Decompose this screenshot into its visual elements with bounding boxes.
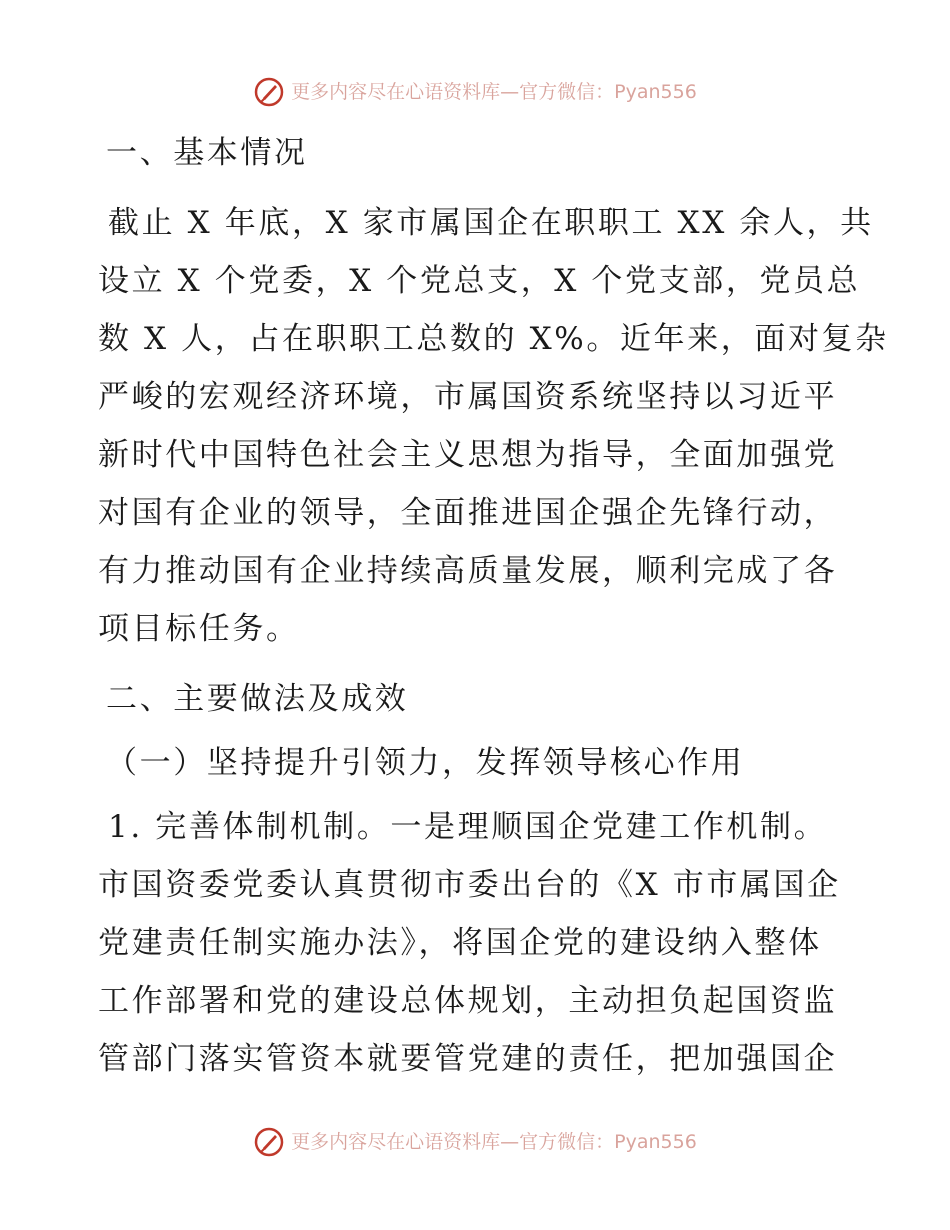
paragraph-line: 设立 X 个党委，X 个党总支，X 个党支部，党员总	[98, 263, 861, 299]
quill-logo-icon	[253, 76, 285, 108]
section-heading: 一、基本情况	[106, 135, 308, 171]
watermark-header	[0, 76, 950, 108]
paragraph-line: 党建责任制实施办法》，将国企党的建设纳入整体	[98, 925, 822, 961]
quill-logo-icon	[253, 1126, 285, 1158]
paragraph-line: 项目标任务。	[98, 611, 300, 647]
paragraph-line: 严峻的宏观经济环境，市属国资系统坚持以习近平	[98, 379, 838, 415]
paragraph-line: 对国有企业的领导，全面推进国企强企先锋行动，	[98, 495, 838, 531]
paragraph-line: 有力推动国有企业持续高质量发展，顺利完成了各	[98, 553, 838, 589]
paragraph-line: 新时代中国特色社会主义思想为指导，全面加强党	[98, 437, 838, 473]
paragraph-line: 市国资委党委认真贯彻市委出台的《X 市市属国企	[98, 867, 841, 903]
watermark-text: 更多内容尽在心语资料库—官方微信：Pyan556	[291, 80, 697, 103]
watermark-text: 更多内容尽在心语资料库—官方微信：Pyan556	[291, 1130, 697, 1153]
paragraph-line: 管部门落实管资本就要管党建的责任，把加强国企	[98, 1041, 838, 1077]
section-heading: 二、主要做法及成效	[106, 681, 409, 717]
document-body	[98, 124, 889, 1088]
paragraph-line: 数 X 人，占在职职工总数的 X%。近年来，面对复杂	[98, 321, 889, 357]
watermark-footer	[0, 1126, 950, 1158]
paragraph-line: 1. 完善体制机制。一是理顺国企党建工作机制。	[108, 809, 828, 845]
paragraph-line: 工作部署和党的建设总体规划，主动担负起国资监	[98, 983, 838, 1019]
subsection-heading: （一）坚持提升引领力，发挥领导核心作用	[106, 745, 745, 781]
paragraph-line: 截止 X 年底，X 家市属国企在职职工 XX 余人，共	[108, 205, 874, 241]
